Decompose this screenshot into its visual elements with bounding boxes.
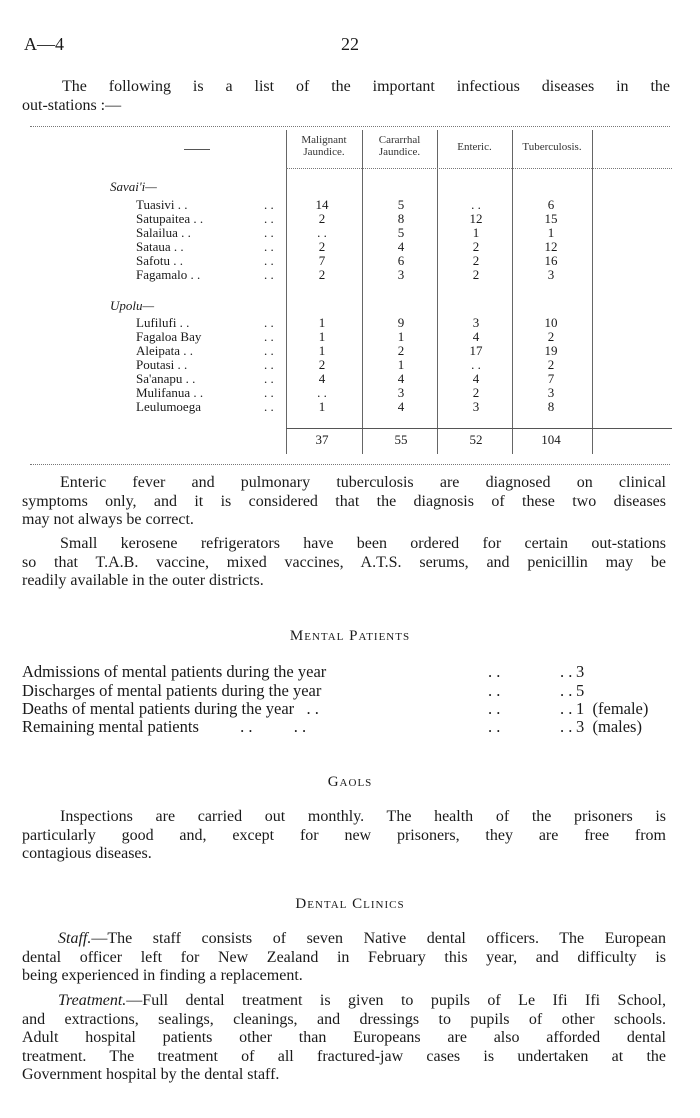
region-label-upolu: Upolu— xyxy=(110,298,155,313)
table-row: Salailua . . . . . . 5 1 1 xyxy=(136,225,555,240)
table-bottom-rule xyxy=(30,464,670,465)
column-header-tuberculosis: Tuberculosis. xyxy=(522,141,582,153)
dental-clinics-heading: Dental Clinics xyxy=(295,896,405,912)
list-item: Remaining mental patients . . . . . . . . 3 (males) xyxy=(22,717,642,736)
dental-staff-paragraph: Staff.—The staff consists of seven Native dental officers. The European dental officer left for New Zealand in February this year, and difficulty is being experienced in finding a replacement. xyxy=(22,930,666,984)
stub-dash xyxy=(184,149,210,150)
column-header-catarrhal-jaundice: Cararrhal Jaundice. xyxy=(378,134,421,158)
intro-paragraph: The following is a list of the important infectious diseases in the out-stations :— xyxy=(22,78,670,114)
header-rule xyxy=(286,168,672,169)
table-row: Poutasi . . . . 2 1 . . 2 xyxy=(136,357,555,372)
column-header-malignant-jaundice: Malignant Jaundice. xyxy=(301,134,347,158)
table-row: Safotu . . . . 7 6 2 16 xyxy=(136,253,558,268)
table-row: Leulumoega . . 1 4 3 8 xyxy=(136,399,555,414)
refrigerator-paragraph: Small kerosene refrigerators have been ordered for certain out-stations so that T.A.B. vaccine, mixed vaccines, A.T.S. serums, and penicillin may be readily available in the outer districts. xyxy=(22,535,666,589)
totals-rule xyxy=(286,428,672,429)
table-row: Sataua . . . . 2 4 2 12 xyxy=(136,239,558,254)
table-row: Sa'anapu . . . . 4 4 4 7 xyxy=(136,371,555,386)
list-item: Discharges of mental patients during the year . . . . 5 xyxy=(22,681,585,700)
section-code: A—4 xyxy=(24,34,64,54)
table-row: Fagaloa Bay . . 1 1 4 2 xyxy=(136,329,555,344)
table-row: Lufilufi . . . . 1 9 3 10 xyxy=(136,315,558,330)
table-row: Mulifanua . . . . . . 3 2 3 xyxy=(136,385,555,400)
gaols-paragraph: Inspections are carried out monthly. The health of the prisoners is particularly good and, except for new prisoners, they are free from contagious diseases. xyxy=(22,808,666,862)
enteric-paragraph: Enteric fever and pulmonary tuberculosis are diagnosed on clinical symptoms only, and it is considered that the diagnosis of these two diseases may not always be correct. xyxy=(22,474,666,528)
table-row: Tuasivi . . . . 14 5 . . 6 xyxy=(136,197,555,212)
list-item: Deaths of mental patients during the year . . . . . . 1 (female) xyxy=(22,699,649,718)
list-item: Admissions of mental patients during the year . . . . 3 xyxy=(22,662,585,681)
page-number: 22 xyxy=(341,34,359,54)
totals-row: 37 55 52 104 xyxy=(315,432,561,447)
column-header-enteric: Enteric. xyxy=(457,141,492,153)
gaols-heading: Gaols xyxy=(327,774,373,790)
table-row: Satupaitea . . . . 2 8 12 15 xyxy=(136,211,558,226)
table-row: Aleipata . . . . 1 2 17 19 xyxy=(136,343,558,358)
table-top-rule xyxy=(30,126,670,127)
mental-patients-heading: Mental Patients xyxy=(289,628,411,644)
table-row: Fagamalo . . . . 2 3 2 3 xyxy=(136,267,555,282)
region-label-savaii: Savai'i— xyxy=(110,179,157,194)
dental-treatment-paragraph: Treatment.—Full dental treatment is given to pupils of Le Ifi Ifi School, and extractions, sealings, cleanings, and dressings to pupils of other schools. Adult hospital patients other than Europeans are also afforded dental treatment. The treatment of all fractured-jaw cases is undertaken at the Government hospital by the dental staff. xyxy=(22,992,666,1083)
